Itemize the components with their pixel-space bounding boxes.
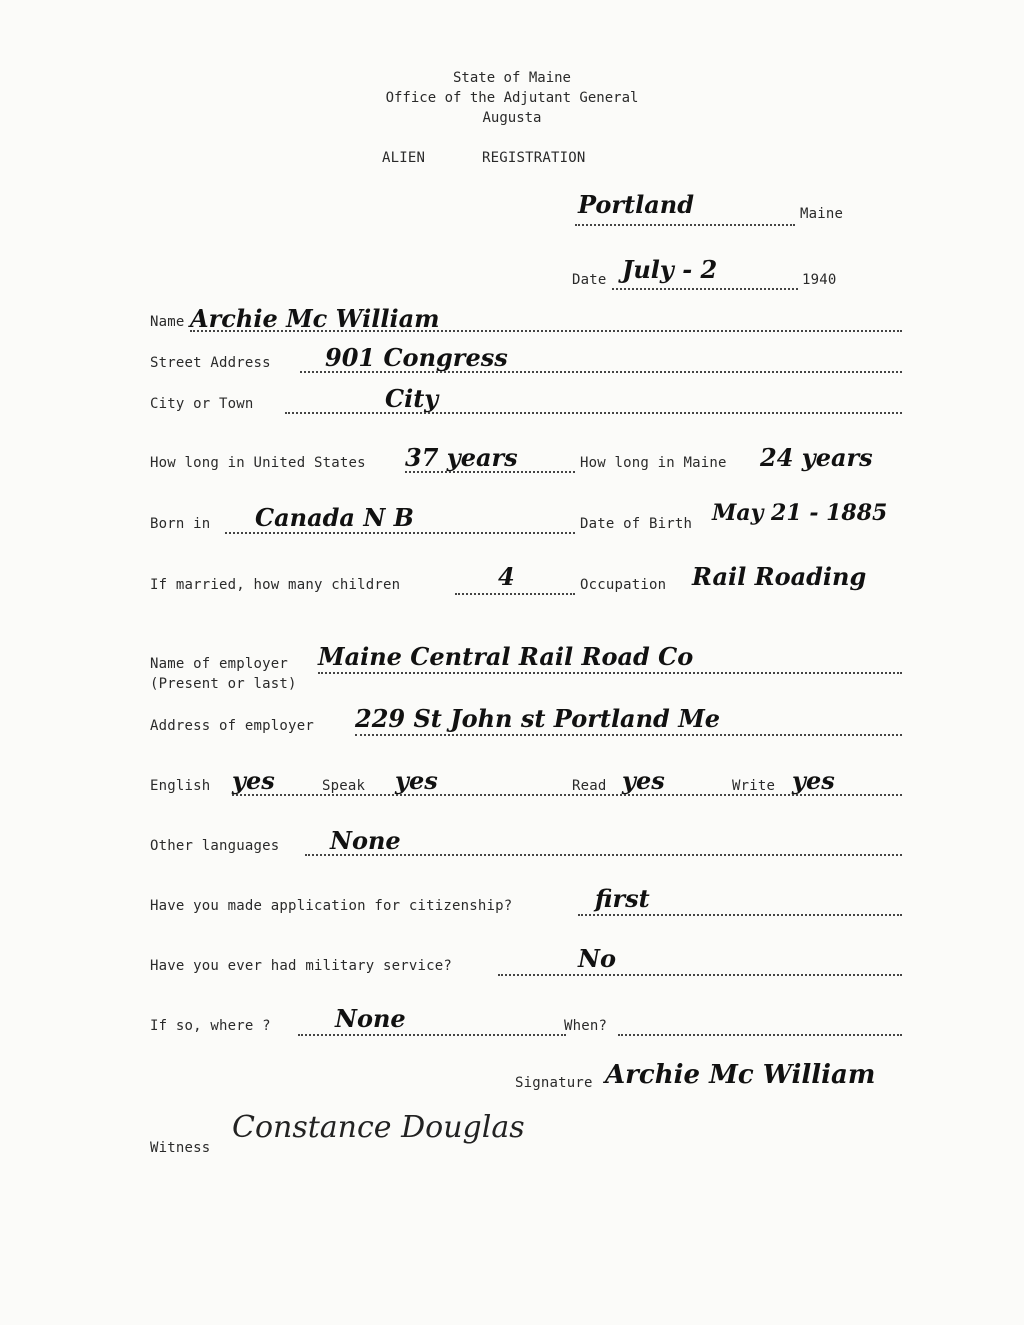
where-value: None: [335, 1004, 406, 1033]
witness-signature: Constance Douglas: [232, 1110, 525, 1145]
children-value: 4: [498, 562, 515, 591]
born-value: Canada N B: [255, 503, 414, 532]
street-label: Street Address: [150, 355, 271, 371]
header-office: Office of the Adjutant General: [385, 90, 639, 106]
military-dots: [498, 974, 902, 976]
military-label: Have you ever had military service?: [150, 958, 453, 974]
name-value: Archie Mc William: [190, 304, 440, 333]
when-label: When?: [564, 1018, 608, 1034]
employer-address-label: Address of employer: [150, 718, 314, 734]
title-alien: ALIEN: [382, 150, 426, 166]
citizenship-dots: [578, 914, 902, 916]
write-value: yes: [792, 766, 835, 795]
employer-value: Maine Central Rail Road Co: [318, 642, 694, 671]
dob-value: May 21 - 1885: [712, 500, 888, 526]
when-dots: [618, 1034, 902, 1036]
how-long-us-dots: [405, 471, 575, 473]
citizenship-label: Have you made application for citizenship?: [150, 898, 513, 914]
street-value: 901 Congress: [325, 343, 508, 372]
occupation-label: Occupation: [580, 577, 667, 593]
name-dots: [190, 330, 902, 332]
where-dots: [298, 1034, 566, 1036]
name-label: Name: [150, 314, 185, 330]
other-languages-label: Other languages: [150, 838, 280, 854]
city-label: City or Town: [150, 396, 254, 412]
city-dots: [285, 412, 902, 414]
read-label: Read: [572, 778, 607, 794]
other-languages-value: None: [330, 826, 401, 855]
read-value: yes: [622, 766, 665, 795]
speak-label: Speak: [322, 778, 366, 794]
how-long-us-value: 37 years: [405, 443, 518, 472]
write-label: Write: [732, 778, 776, 794]
born-dots: [225, 532, 575, 534]
other-languages-dots: [305, 854, 902, 856]
street-dots: [300, 371, 902, 373]
english-value: yes: [232, 766, 275, 795]
how-long-maine-label: How long in Maine: [580, 455, 727, 471]
city-value: City: [385, 384, 439, 413]
employer-dots: [318, 672, 902, 674]
speak-value: yes: [395, 766, 438, 795]
employer-address-dots: [355, 734, 902, 736]
date-value: July - 2: [622, 255, 718, 284]
how-long-us-label: How long in United States: [150, 455, 366, 471]
languages-dots: [232, 794, 902, 796]
date-year: 1940: [802, 272, 837, 288]
header-city: Augusta: [482, 110, 542, 126]
how-long-maine-value: 24 years: [760, 443, 873, 472]
place-suffix: Maine: [800, 206, 844, 222]
place-value: Portland: [578, 190, 695, 219]
english-label: English: [150, 778, 211, 794]
witness-label: Witness: [150, 1140, 211, 1156]
signature-value: Archie Mc William: [605, 1060, 876, 1090]
where-label: If so, where ?: [150, 1018, 271, 1034]
citizenship-value: first: [595, 884, 650, 913]
occupation-value: Rail Roading: [692, 562, 867, 591]
date-dots: [612, 288, 798, 290]
date-label: Date: [572, 272, 607, 288]
children-dots: [455, 593, 575, 595]
signature-label: Signature: [515, 1075, 593, 1091]
place-dots: [575, 224, 795, 226]
born-label: Born in: [150, 516, 211, 532]
military-value: No: [578, 944, 616, 973]
children-label: If married, how many children: [150, 577, 401, 593]
employer-sublabel: (Present or last): [150, 676, 297, 692]
title-registration: REGISTRATION: [482, 150, 586, 166]
dob-label: Date of Birth: [580, 516, 693, 532]
employer-label: Name of employer: [150, 656, 289, 672]
header-state: State of Maine: [452, 70, 571, 86]
employer-address-value: 229 St John st Portland Me: [355, 704, 721, 733]
